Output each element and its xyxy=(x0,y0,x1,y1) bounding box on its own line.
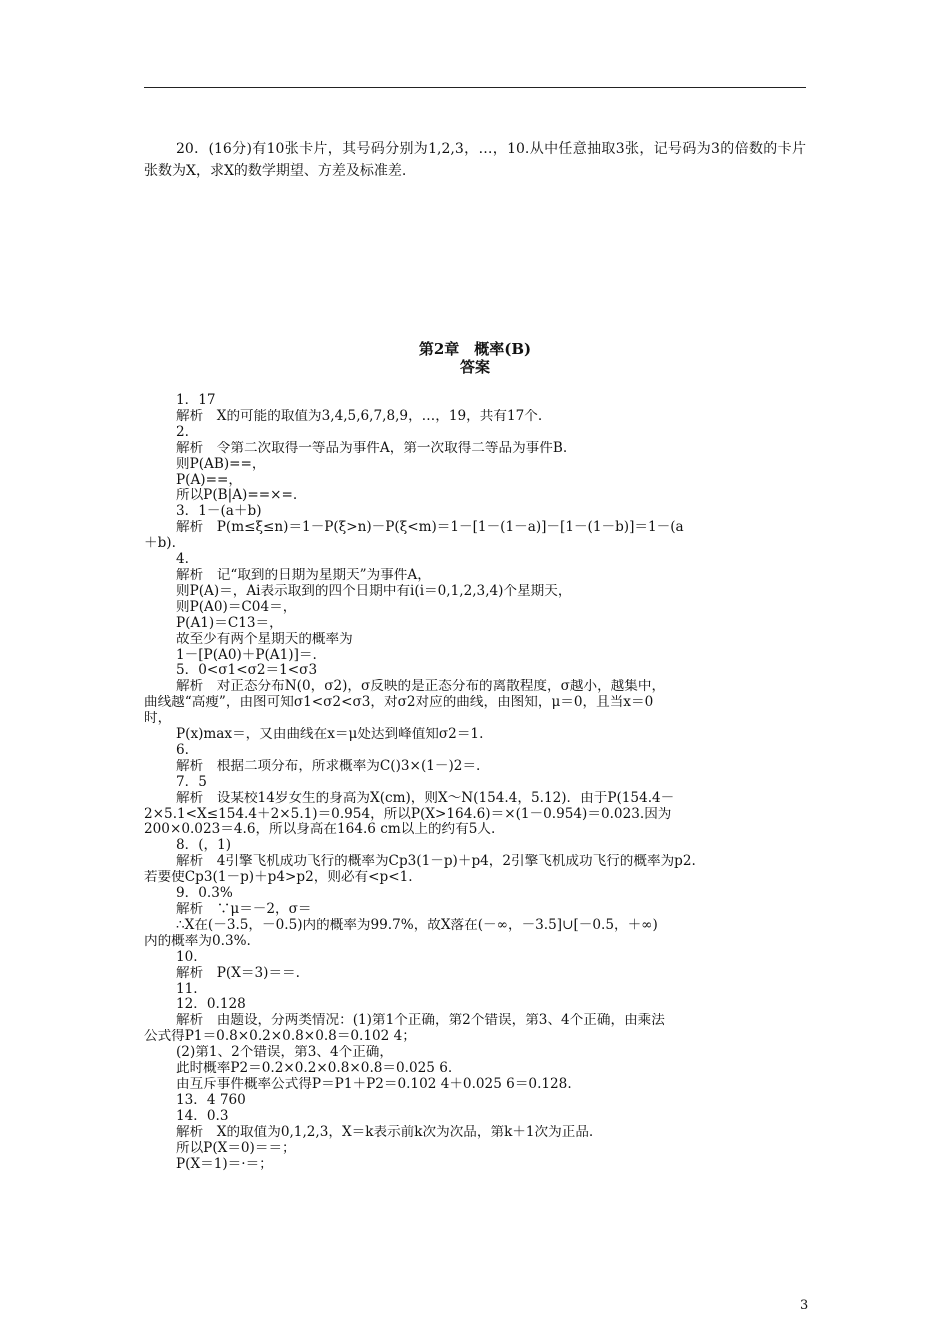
answer-list xyxy=(144,393,806,1172)
answer-line-27: 2×5.1<X≤154.4＋2×5.1)＝0.954，所以P(X>164.6)＝×(1－0.954)＝0.023.因为 xyxy=(144,806,672,822)
answer-line-8: 3．1－(a＋b) xyxy=(176,504,262,520)
answer-line-37: 解析 P(X＝3)＝＝. xyxy=(176,965,300,981)
answer-line-28: 200×0.023＝4.6，所以身高在164.6 cm以上的约有5人. xyxy=(144,822,496,838)
answer-line-35: 内的概率为0.3%. xyxy=(144,933,251,949)
answer-line-10: ＋b). xyxy=(144,536,176,552)
answer-line-41: 公式得P1＝0.8×0.2×0.8×0.8＝0.102 4； xyxy=(144,1029,416,1045)
answer-line-24: 解析 根据二项分布，所求概率为C()3×(1－)2＝. xyxy=(176,758,481,774)
answer-line-31: 若要使Cp3(1－p)＋p4>p2，则必有<p<1. xyxy=(144,870,413,886)
chapter-title: 第2章 概率(B) xyxy=(418,340,532,358)
answer-line-18: 5．0<σ1<σ2＝1<σ3 xyxy=(176,663,318,679)
answer-line-42: (2)第1、2个错误，第3、4个正确， xyxy=(176,1045,393,1061)
answer-line-4: 解析 令第二次取得一等品为事件A，第一次取得二等品为事件B. xyxy=(176,440,568,456)
answer-line-25: 7．5 xyxy=(176,774,207,790)
answer-line-40: 解析 由题设，分两类情况：(1)第1个正确，第2个错误，第3、4个正确，由乘法 xyxy=(176,1013,665,1029)
answer-line-48: 所以P(X＝0)＝＝； xyxy=(176,1140,296,1156)
answer-line-33: 解析 ∵μ＝－2，σ＝ xyxy=(176,902,312,917)
answer-line-43: 此时概率P2＝0.2×0.2×0.8×0.8＝0.025 6. xyxy=(176,1061,453,1077)
answer-line-47: 解析 X的取值为0,1,2,3，X＝k表示前k次为次品，第k＋1次为正品. xyxy=(176,1124,594,1140)
answer-line-46: 14．0.3 xyxy=(176,1108,229,1124)
page-number: 3 xyxy=(800,1298,809,1313)
answer-line-2: 解析 X的可能的取值为3,4,5,6,7,8,9，…，19，共有17个. xyxy=(176,408,543,424)
answer-line-45: 13．4 760 xyxy=(176,1092,246,1108)
answer-line-3: 2. xyxy=(176,424,189,440)
answer-line-20: 曲线越“高瘦”，由图可知σ1<σ2<σ3，对σ2对应的曲线，由图知，μ＝0，且当x＝0 xyxy=(144,695,654,711)
answer-line-14: 则P(A0)＝C04＝， xyxy=(176,599,297,615)
problem-20: 20．(16分)有10张卡片，其号码分别为1,2,3，…，10.从中任意抽取3张，记号码为3的倍数的卡片张数为X，求X的数学期望、方差及标准差. xyxy=(144,141,806,179)
answer-line-30: 解析 4引擎飞机成功飞行的概率为Cp3(1－p)＋p4，2引擎飞机成功飞行的概率为p2. xyxy=(176,854,696,870)
answer-line-36: 10. xyxy=(176,949,198,965)
answer-line-7: 所以P(B|A)==×=. xyxy=(176,488,298,504)
answer-line-9: 解析 P(m≤ξ≤n)＝1－P(ξ>n)－P(ξ<m)＝1－[1－(1－a)]－[1－(1－b)]＝1－(a xyxy=(176,520,684,536)
answer-line-34: ∴X在(－3.5，－0.5)内的概率为99.7%，故X落在(－∞，－3.5]∪[－0.5，＋∞) xyxy=(176,917,658,933)
answer-line-11: 4. xyxy=(176,552,189,568)
answer-line-39: 12．0.128 xyxy=(176,997,246,1013)
answer-line-32: 9．0.3% xyxy=(176,886,233,902)
answer-line-17: 1－[P(A0)＋P(A1)]＝. xyxy=(176,647,317,663)
answer-line-13: 则P(A)＝，Ai表示取到的四个日期中有i(i＝0,1,2,3,4)个星期天， xyxy=(176,583,572,599)
answer-line-1: 1．17 xyxy=(176,393,216,408)
answer-line-15: P(A1)＝C13＝， xyxy=(176,615,283,631)
answer-line-16: 故至少有两个星期天的概率为 xyxy=(176,631,353,647)
answer-line-38: 11. xyxy=(176,981,198,997)
answer-line-26: 解析 设某校14岁女生的身高为X(cm)，则X～N(154.4，5.12)．由于P(154.4－ xyxy=(176,790,675,806)
answer-line-29: 8．(，1) xyxy=(176,838,232,854)
answer-line-19: 解析 对正态分布N(0，σ2)，σ反映的是正态分布的离散程度，σ越小，越集中， xyxy=(176,679,666,695)
answer-line-22: P(x)max＝，又由曲线在x＝μ处达到峰值知σ2＝1. xyxy=(176,727,484,743)
answer-line-21: 时， xyxy=(144,711,172,727)
answer-line-12: 解析 记“取到的日期为星期天”为事件A， xyxy=(176,567,431,583)
answer-line-5: 则P(AB)==， xyxy=(176,456,266,472)
answer-line-6: P(A)==， xyxy=(176,472,242,488)
answer-line-23: 6. xyxy=(176,742,189,758)
answer-heading: 答案 xyxy=(459,358,490,376)
header-rule xyxy=(144,87,806,88)
answer-line-49: P(X＝1)＝·＝； xyxy=(176,1156,273,1172)
answer-line-44: 由互斥事件概率公式得P＝P1＋P2＝0.102 4＋0.025 6＝0.128. xyxy=(176,1076,572,1092)
